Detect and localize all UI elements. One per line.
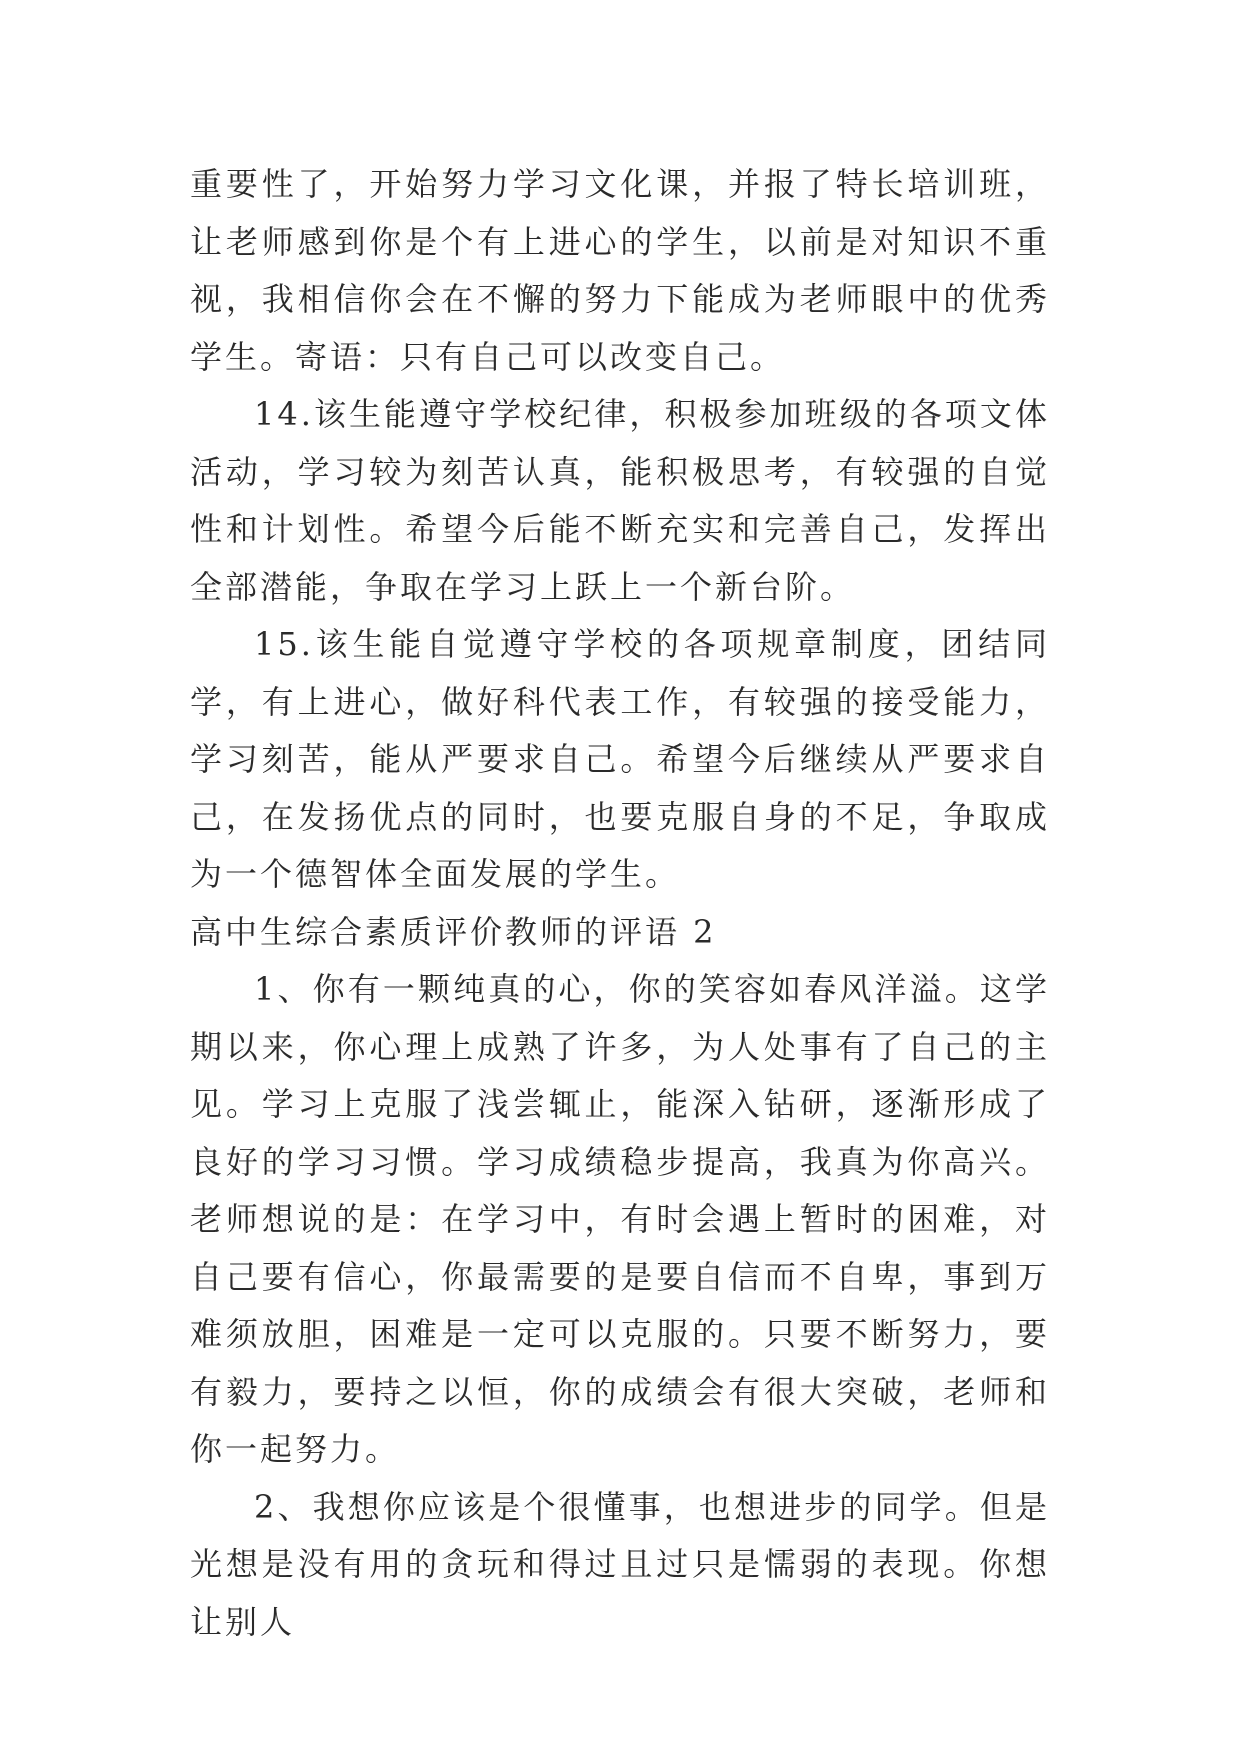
paragraph-continuation: 重要性了，开始努力学习文化课，并报了特长培训班，让老师感到你是个有上进心的学生，以前是对知识不重视，我相信你会在不懈的努力下能成为老师眼中的优秀学生。寄语：只有自己可以改变自己。 [190, 165, 1050, 376]
document-page [190, 156, 1050, 1651]
paragraph-comment-2: 2、我想你应该是个很懂事，也想进步的同学。但是光想是没有用的贪玩和得过且过只是懦弱的表现。你想让别人 [190, 1487, 1050, 1641]
paragraph-comment-14: 14.该生能遵守学校纪律，积极参加班级的各项文体活动，学习较为刻苦认真，能积极思考，有较强的自觉性和计划性。希望今后能不断充实和完善自己，发挥出全部潜能，争取在学习上跃上一个新台阶。 [190, 395, 1050, 606]
paragraph-comment-1: 1、你有一颗纯真的心，你的笑容如春风洋溢。这学期以来，你心理上成熟了许多，为人处事有了自己的主见。学习上克服了浅尝辄止，能深入钻研，逐渐形成了良好的学习习惯。学习成绩稳步提高，我真为你高兴。老师想说的是：在学习中，有时会遇上暂时的困难，对自己要有信心，你最需要的是要自信而不自卑，事到万难须放胆，困难是一定可以克服的。只要不断努力，要有毅力，要持之以恒，你的成绩会有很大突破，老师和你一起努力。 [190, 970, 1050, 1468]
paragraph-comment-15: 15.该生能自觉遵守学校的各项规章制度，团结同学，有上进心，做好科代表工作，有较强的接受能力，学习刻苦，能从严要求自己。希望今后继续从严要求自己，在发扬优点的同时，也要克服自身的不足，争取成为一个德智体全面发展的学生。 [190, 625, 1050, 893]
section-heading: 高中生综合素质评价教师的评语 2 [190, 912, 717, 951]
